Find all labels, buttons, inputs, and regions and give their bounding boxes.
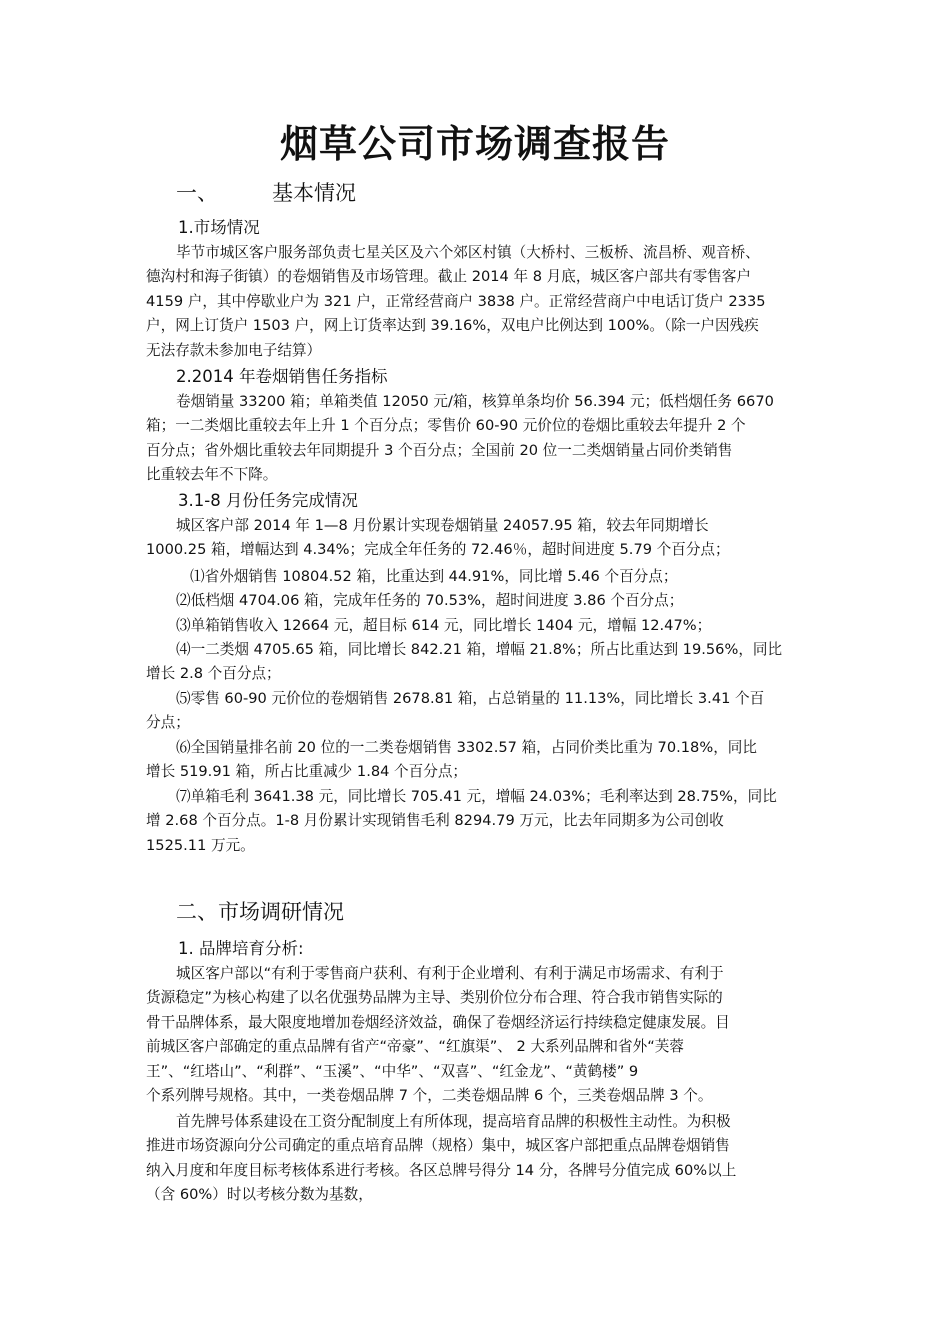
- subheading-brand: 1. 品牌培育分析:: [178, 939, 304, 958]
- paragraph-brand-2: 首先牌号体系建设在工资分配制度上有所体现，提高培育品牌的积极性主动性。为积极 推进市场资源向分公司确定的重点培育品牌（规格）集中，城区客户部把重点品牌卷烟销售 纳入月度和年度目标考核体系进行考核。各区总牌号得分 14 分，各牌号分值完成 60%以上 （含 60%）时以考核分数为基数，: [146, 1113, 737, 1204]
- section-2-title: 二、市场调研情况: [176, 900, 344, 924]
- paragraph-market: 毕节市城区客户服务部负责七星关区及六个郊区村镇（大桥村、三板桥、流昌桥、观音桥、 德沟村和海子街镇）的卷烟销售及市场管理。截止 2014 年 8 月底，城区客户部共有零售客户 4159 户，其中停歇业户为 321 户，正常经营商户 3838 户。正常经营商户中电话订货户 2335 户，网上订货户 1503 户，网上订货率达到 39.16%，双电户比例达到 100%。（除一户因残疾 无法存款未参加电子结算）: [146, 244, 766, 359]
- subheading-progress: 3.1-8 月份任务完成情况: [178, 491, 358, 510]
- paragraph-progress: 城区客户部 2014 年 1—8 月份累计实现卷烟销量 24057.95 箱，较去年同期增长 1000.25 箱，增幅达到 4.34%；完成全年任务的 72.46％，超时间进度 5.79 个百分点；: [146, 517, 730, 559]
- paragraph-targets: 卷烟销量 33200 箱；单箱类值 12050 元/箱，核算单条均价 56.394 元；低档烟任务 6670 箱；一二类烟比重较去年上升 1 个百分点；零售价 60-90 元价位的卷烟比重较去年提升 2 个 百分点；省外烟比重较去年同期提升 3 个百分点；全国前 20 位一二类烟销量占同价类销售 比重较去年不下降。: [146, 393, 774, 484]
- list-item-6: ⑹全国销量排名前 20 位的一二类卷烟销售 3302.57 箱，占同价类比重为 70.18%，同比 增长 519.91 箱，所占比重减少 1.84 个百分点；: [146, 739, 757, 781]
- section-1-title: 基本情况: [272, 181, 356, 205]
- subheading-targets: 2.2014 年卷烟销售任务指标: [176, 367, 388, 386]
- list-item-3: ⑶单箱销售收入 12664 元，超目标 614 元，同比增长 1404 元，增幅 12.47%；: [176, 617, 712, 634]
- report-title: 烟草公司市场调查报告: [279, 122, 670, 166]
- paragraph-brand-1: 城区客户部以“有利于零售商户获利、有利于企业增利、有利于满足市场需求、有利于 货源稳定”为核心构建了以名优强势品牌为主导、类别价位分布合理、符合我市销售实际的 骨干品牌体系，最大限度地增加卷烟经济效益，确保了卷烟经济运行持续稳定健康发展。目 前城区客户部确定的重点品牌有省产“帝豪”、“红旗渠”、 2 大系列品牌和省外“芙蓉 王”、“红塔山”、“利群”、“玉溪”、“中华”、“双喜”、“红金龙”、“黄鹤楼” 9 个系列牌号规格。其中，一类卷烟品牌 7 个，二类卷烟品牌 6 个，三类卷烟品牌 3 个。: [146, 965, 730, 1105]
- section-1-number: 一、: [176, 181, 218, 205]
- list-item-1: ⑴省外烟销售 10804.52 箱，比重达到 44.91%，同比增 5.46 个百分点；: [190, 568, 678, 585]
- list-item-7: ⑺单箱毛利 3641.38 元，同比增长 705.41 元，增幅 24.03%；毛利率达到 28.75%，同比 增 2.68 个百分点。1-8 月份累计实现销售毛利 8294.79 万元，比去年同期多为公司创收 1525.11 万元。: [146, 788, 777, 854]
- subheading-market: 1.市场情况: [178, 218, 260, 237]
- list-item-5: ⑸零售 60-90 元价位的卷烟销售 2678.81 箱，占总销量的 11.13%，同比增长 3.41 个百 分点；: [146, 690, 765, 732]
- list-item-2: ⑵低档烟 4704.06 箱，完成年任务的 70.53%，超时间进度 3.86 个百分点；: [176, 592, 684, 609]
- list-item-4: ⑷一二类烟 4705.65 箱，同比增长 842.21 箱，增幅 21.8%；所占比重达到 19.56%，同比 增长 2.8 个百分点；: [146, 641, 783, 683]
